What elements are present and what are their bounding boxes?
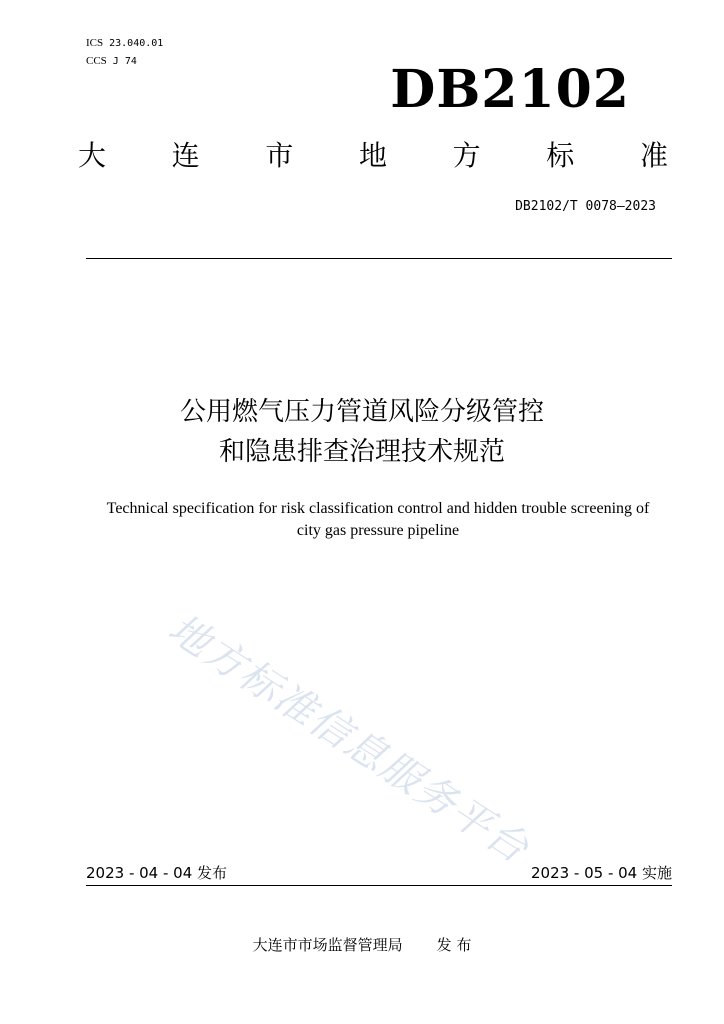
title-chinese [60, 392, 664, 472]
ccs-code: J 74 [112, 56, 137, 67]
standard-type-char: 地 [358, 139, 387, 172]
standard-type-char: 市 [265, 139, 294, 172]
title-chinese-line-2: 和隐患排查治理技术规范 [218, 437, 505, 467]
standard-type [78, 138, 668, 174]
ccs-label: CCS [86, 55, 107, 67]
standard-type-char: 标 [546, 139, 575, 172]
header-divider [86, 258, 672, 259]
watermark: 地方标准信息服务平台 [160, 605, 538, 873]
implement-date: 2023 - 05 - 04 实施 [530, 864, 672, 882]
issuer-name: 大连市市场监督管理局 [252, 936, 403, 954]
issuer-action: 发 布 [436, 936, 472, 954]
standard-type-char: 准 [639, 139, 668, 172]
ics-line [86, 36, 163, 51]
ccs-line [86, 54, 137, 69]
title-english [70, 498, 686, 542]
standard-code: DB2102 [390, 59, 630, 120]
ics-code: 23.040.01 [109, 38, 164, 49]
standard-type-char: 连 [171, 139, 200, 172]
standard-number: DB2102/T 0078—2023 [515, 199, 656, 214]
title-english-line-1: Technical specification for risk classification control and hidden trouble screening of [106, 500, 650, 517]
title-chinese-line-1: 公用燃气压力管道风险分级管控 [179, 397, 544, 427]
standard-type-char: 方 [452, 139, 481, 172]
standard-type-char: 大 [78, 139, 107, 172]
footer-divider [86, 885, 672, 886]
title-english-line-2: city gas pressure pipeline [296, 522, 460, 539]
publish-date: 2023 - 04 - 04 发布 [86, 864, 228, 882]
issuer [150, 934, 574, 955]
ics-label: ICS [86, 37, 104, 49]
